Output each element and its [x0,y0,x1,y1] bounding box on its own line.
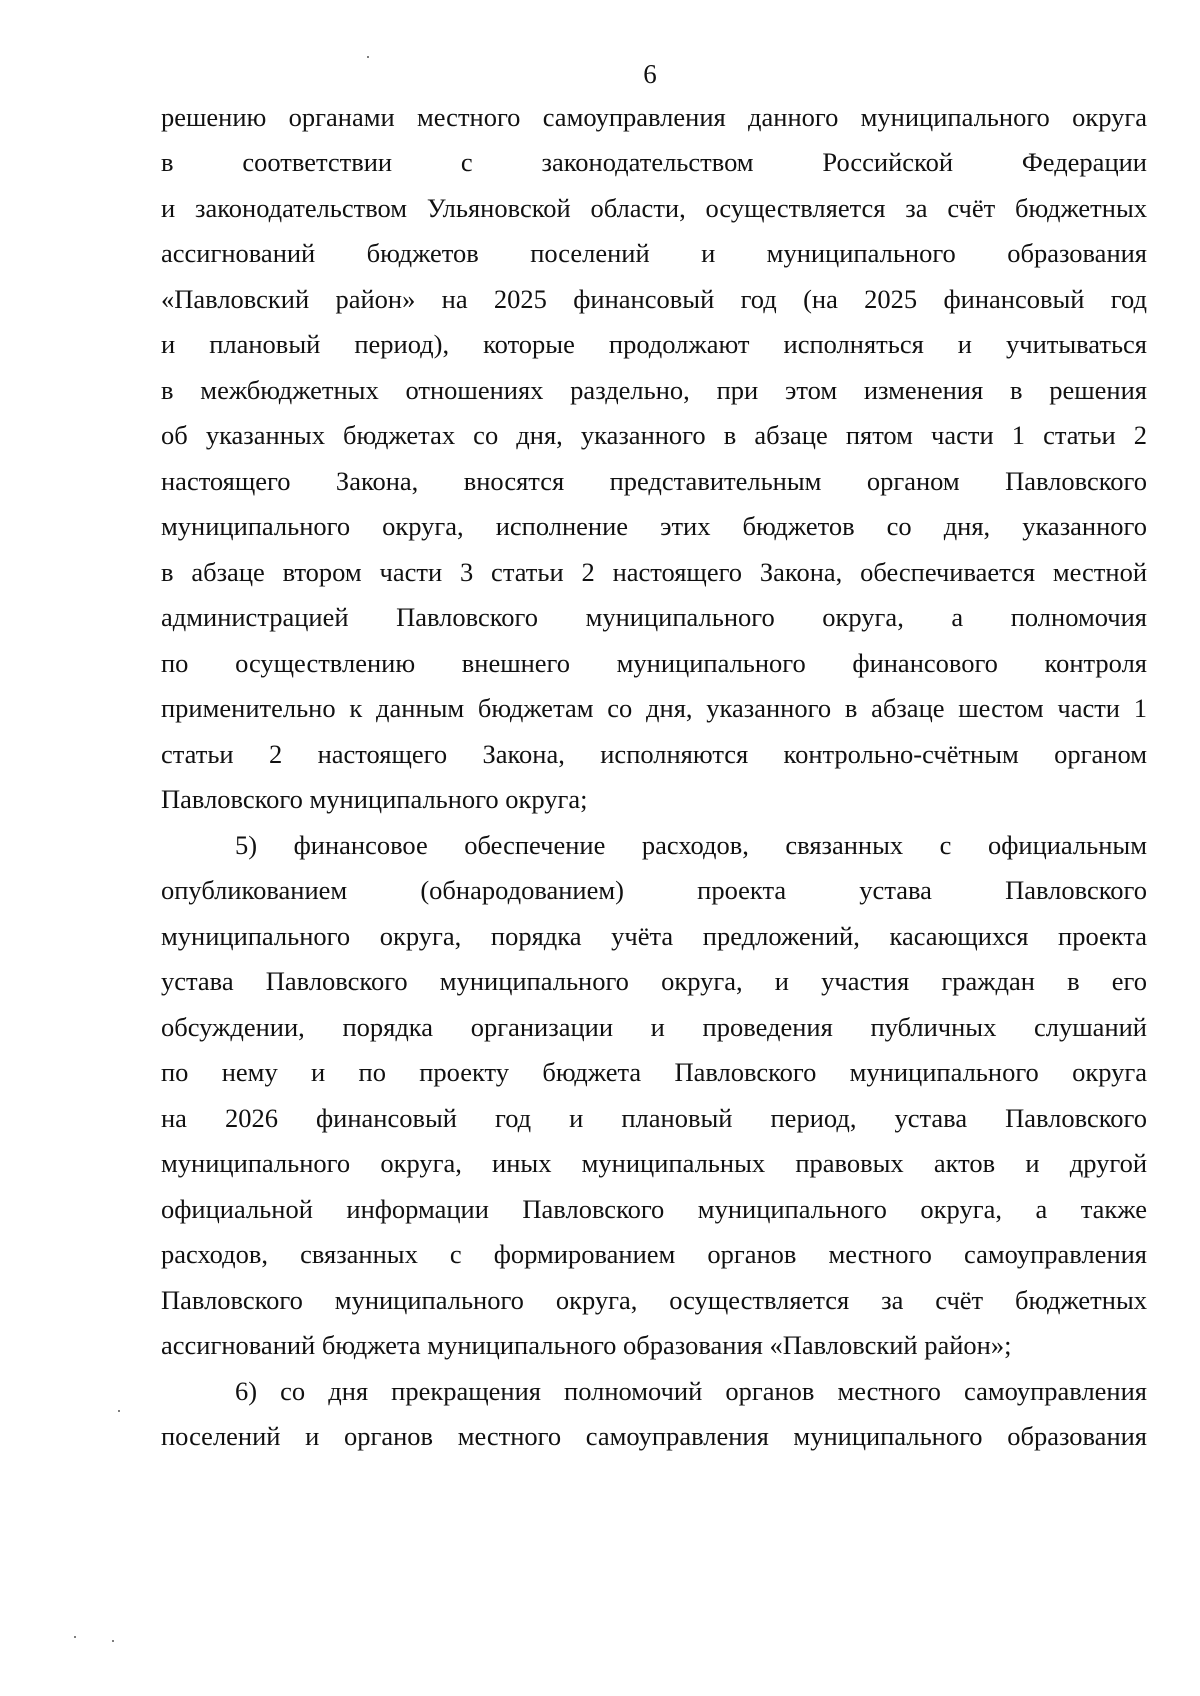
page-number: 6 [643,59,657,89]
text-line: опубликованием (обнародованием) проекта устава Павловского [161,875,1147,905]
text-line: расходов, связанных с формированием органов местного самоуправления [161,1239,1147,1269]
text-line: муниципального округа, исполнение этих бюджетов со дня, указанного [161,511,1147,541]
text-line: муниципального округа, порядка учёта предложений, касающихся проекта [161,921,1147,951]
scan-speck [112,1640,114,1642]
text-line: администрацией Павловского муниципального округа, а полномочия [161,602,1147,632]
scan-speck [74,1636,76,1638]
text-line: в межбюджетных отношениях раздельно, при этом изменения в решения [161,375,1147,405]
text-line: муниципального округа, иных муниципальных правовых актов и другой [161,1148,1147,1178]
paragraph-start-line: 6) со дня прекращения полномочий органов местного самоуправления [235,1376,1147,1406]
scan-speck [118,1410,120,1412]
text-line: применительно к данным бюджетам со дня, указанного в абзаце шестом части 1 [161,693,1147,723]
text-line: на 2026 финансовый год и плановый период, устава Павловского [161,1103,1147,1133]
text-line: Павловского муниципального округа; [161,784,588,814]
text-line: и плановый период), которые продолжают исполняться и учитываться [161,329,1147,359]
scan-speck [367,56,369,58]
text-line: Павловского муниципального округа, осуществляется за счёт бюджетных [161,1285,1147,1315]
text-line: обсуждении, порядка организации и проведения публичных слушаний [161,1012,1147,1042]
text-line: настоящего Закона, вносятся представительным органом Павловского [161,466,1147,496]
text-line: поселений и органов местного самоуправления муниципального образования [161,1421,1147,1451]
text-line: по осуществлению внешнего муниципального финансового контроля [161,648,1147,678]
text-line: «Павловский район» на 2025 финансовый год (на 2025 финансовый год [161,284,1147,314]
text-line: и законодательством Ульяновской области, осуществляется за счёт бюджетных [161,193,1147,223]
text-line: официальной информации Павловского муниципального округа, а также [161,1194,1147,1224]
paragraph-start-line: 5) финансовое обеспечение расходов, связанных с официальным [235,830,1147,860]
text-line: статьи 2 настоящего Закона, исполняются контрольно-счётным органом [161,739,1147,769]
text-line: решению органами местного самоуправления данного муниципального округа [161,102,1147,132]
text-line: устава Павловского муниципального округа, и участия граждан в его [161,966,1147,996]
text-line: ассигнований бюджетов поселений и муниципального образования [161,238,1147,268]
text-line: в абзаце втором части 3 статьи 2 настоящего Закона, обеспечивается местной [161,557,1147,587]
text-line: ассигнований бюджета муниципального образования «Павловский район»; [161,1330,1012,1360]
text-line: по нему и по проекту бюджета Павловского муниципального округа [161,1057,1147,1087]
text-line: об указанных бюджетах со дня, указанного в абзаце пятом части 1 статьи 2 [161,420,1147,450]
text-line: в соответствии с законодательством Российской Федерации [161,147,1147,177]
